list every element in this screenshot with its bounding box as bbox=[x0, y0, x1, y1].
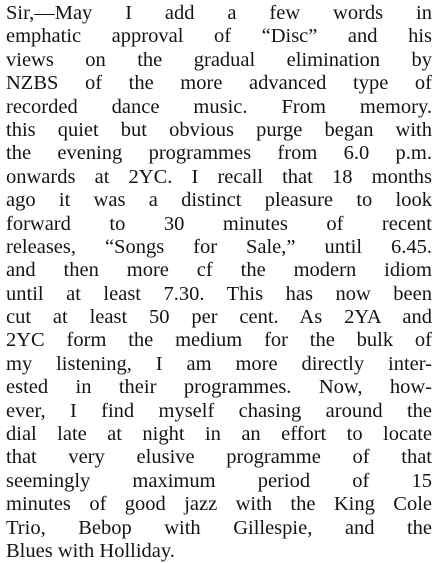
text-line: Sir,—May I add a few words in bbox=[6, 2, 432, 24]
text-line: this quiet but obvious purge began with bbox=[6, 118, 432, 141]
text-line: and then more cf the modern idiom bbox=[6, 259, 432, 282]
text-line: my listening, I am more directly inter- bbox=[6, 352, 432, 375]
text-line: views on the gradual elimination by bbox=[6, 48, 432, 71]
text-line: ever, I find myself chasing around the bbox=[6, 399, 432, 422]
text-line: forward to 30 minutes of recent bbox=[6, 212, 432, 235]
text-line: until at least 7.30. This has now been bbox=[6, 282, 432, 305]
text-line: Trio, Bebop with Gillespie, and the bbox=[6, 516, 432, 539]
text-line: ested in their programmes. Now, how- bbox=[6, 376, 432, 399]
text-line: NZBS of the more advanced type of bbox=[6, 72, 432, 95]
text-line: 2YC form the medium for the bulk of bbox=[6, 329, 432, 352]
text-line: Blues with Holliday. bbox=[6, 539, 175, 562]
text-line: cut at least 50 per cent. As 2YA and bbox=[6, 306, 432, 329]
text-line: emphatic approval of “Disc” and his bbox=[6, 25, 432, 48]
text-line: that very elusive programme of that bbox=[6, 446, 432, 469]
text-line: recorded dance music. From memory. bbox=[6, 95, 432, 118]
text-line: seemingly maximum period of 15 bbox=[6, 469, 432, 492]
text-line: ago it was a distinct pleasure to look bbox=[6, 189, 432, 212]
text-line: releases, “Songs for Sale,” until 6.45. bbox=[6, 235, 432, 258]
text-line: minutes of good jazz with the King Cole bbox=[6, 493, 432, 516]
text-line: onwards at 2YC. I recall that 18 months bbox=[6, 165, 432, 188]
text-line: the evening programmes from 6.0 p.m. bbox=[6, 142, 432, 165]
letter-body bbox=[6, 2, 432, 563]
text-line: dial late at night in an effort to locate bbox=[6, 423, 432, 446]
